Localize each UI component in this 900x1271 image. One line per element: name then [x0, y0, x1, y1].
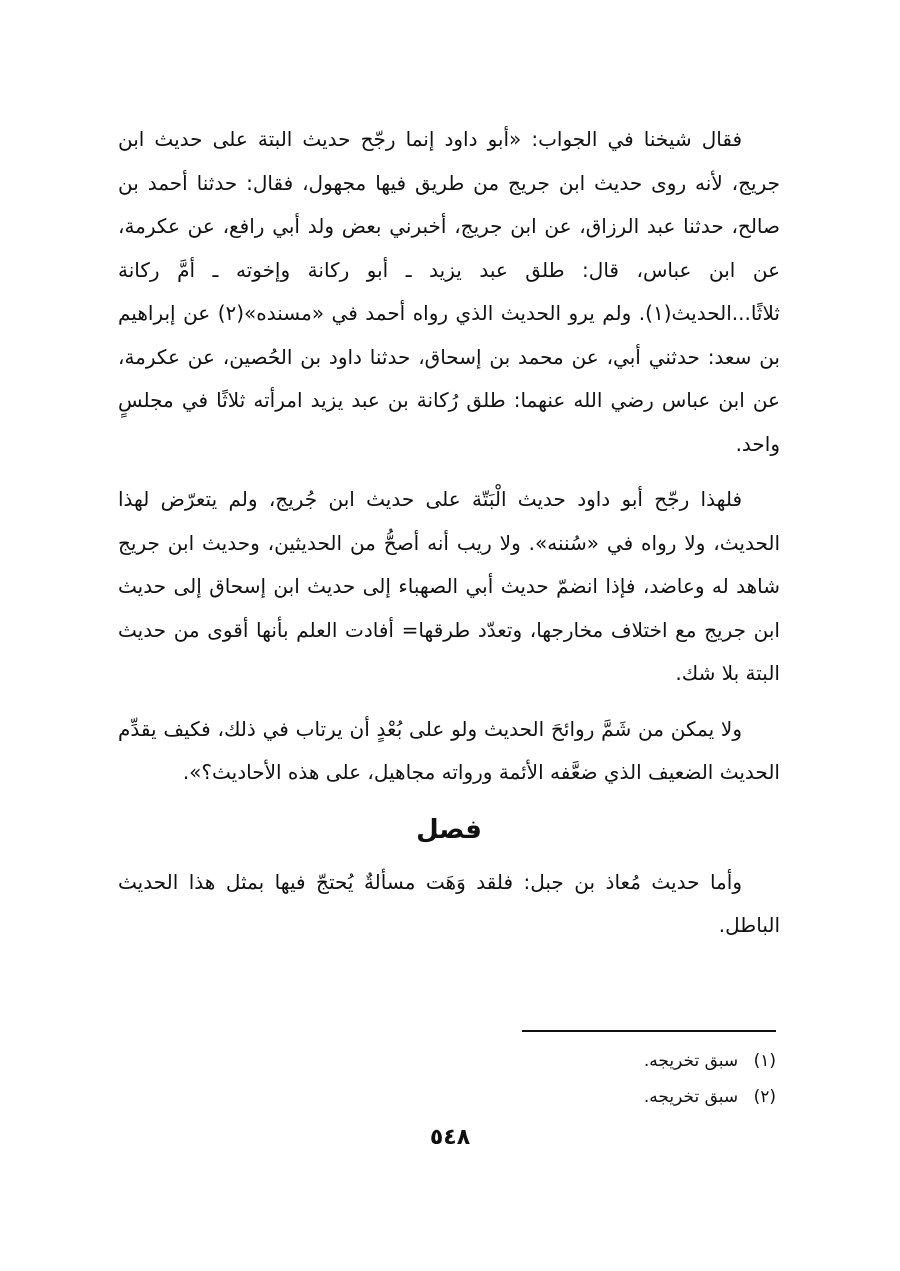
footnote-2 [376, 1079, 776, 1115]
paragraph-4: وأما حديث مُعاذ بن جبل: فلقد وَهَت مسألةٌ يُحتجّ فيها بمثل هذا الحديث الباطل. [118, 869, 780, 937]
footnote-text: سبق تخريجه. [643, 1051, 739, 1071]
page-number: ٥٤٨ [429, 1125, 471, 1150]
paragraph-1: فقال شيخنا في الجواب: «أبو داود إنما رجّح حديث البتة على حديث ابن جريج، لأنه روى حديث ابن جريج من طريق فيها مجهول، فقال: حدثنا أحمد بن صالح، حدثنا عبد الرزاق، عن ابن جريج، أخبرني بعض ولد أبي رافع، عن عكرمة، عن ابن عباس، قال: طلق عبد يزيد ـ أبو ركانة وإخوته ـ أمَّ ركانة ثلاثًا...الحديث(١). ولم يرو الحديث الذي رواه أحمد في «مسنده»(٢) عن إبراهيم بن سعد: حدثني أبي، عن محمد بن إسحاق، حدثنا داود بن الحُصين، عن عكرمة، عن ابن عباس رضي الله عنهما: طلق رُكانة بن عبد يزيد امرأته ثلاثًا في مجلسٍ واحد. [118, 127, 780, 456]
page-body [118, 118, 780, 948]
footnote-divider [522, 1030, 776, 1032]
footnote-text: سبق تخريجه. [643, 1087, 739, 1107]
section-heading: فصل [416, 814, 482, 845]
footnotes [376, 1043, 776, 1115]
footnote-1 [376, 1043, 776, 1079]
paragraph-2: فلهذا رجّح أبو داود حديث الْبَتّة على حديث ابن جُريج، ولم يتعرّض لهذا الحديث، ولا رواه في «سُننه». ولا ريب أنه أصحُّ من الحديثين، وحديث ابن جريج شاهد له وعاضد، فإذا انضمّ حديث أبي الصهباء إلى حديث ابن إسحاق إلى حديث ابن جريج مع اختلاف مخارجها، وتعدّد طرقها= أفادت العلم بأنها أقوى من حديث البتة بلا شك. [118, 487, 780, 685]
footnote-number: (٢) [753, 1087, 776, 1107]
footnote-number: (١) [753, 1051, 776, 1071]
paragraph-3: ولا يمكن من شَمَّ روائحَ الحديث ولو على بُعْدٍ أن يرتاب في ذلك، فكيف يقدِّم الحديث الضعيف الذي ضعَّفه الأئمة ورواته مجاهيل، على هذه الأحاديث؟». [118, 716, 780, 784]
